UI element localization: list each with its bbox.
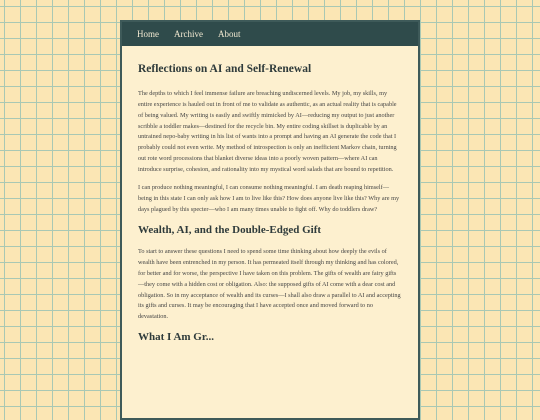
blog-page bbox=[120, 20, 420, 420]
section-heading: Wealth, AI, and the Double-Edged Gift bbox=[138, 223, 322, 236]
article-paragraph: To start to answer these questions I need to spend some time thinking about how deeply the evils of wealth have been entrenched in my person. It has permeated itself through my thinking and has colored, for better and for worse, the perspective I have taken on this problem. The gifts of wealth are fairy gifts—they come with a hidden cost or obligation. Also: the supposed gifts of AI come with a dear cost and obligation. So in my acceptance of wealth and its curses—I shall also draw a parallel to AI and accepting its gifts and curses. It may be encouraging that I have accepted once and moved forward to no devastation. bbox=[138, 247, 401, 321]
article-content bbox=[122, 63, 418, 344]
section-heading: What I Am Gr... bbox=[138, 331, 214, 344]
article-title: Reflections on AI and Self-Renewal bbox=[138, 63, 312, 75]
nav-archive-link[interactable]: Archive bbox=[174, 29, 203, 39]
article-paragraph: The depths to which I feel immense failure are breaching undiscerned levels. My job, my skills, my entire experience is hauled out in front of me to validate as authentic, as an actual reality that is capable of being valued. My writing is easily and swiftly mimicked by AI—reducing my output to just another scribble a toddler makes—destined for the recycle bin. My entire coding skillset is duplicable by an untrained nepo-baby writing in his list of wants into a prompt and having an AI generate the code that I probably could not even write. My method of introspection is only an inefficient Markov chain, turning out rote word processions that blanket diverse ideas into a poorly woven pattern—where AI can introduce surprise, cohesion, and rationality into my mystical word salads that are bound to repetition. bbox=[138, 89, 397, 174]
nav-about-link[interactable]: About bbox=[218, 29, 241, 39]
article-paragraph: I can produce nothing meaningful, I can consume nothing meaningful. I am death reaping himself—being in this state I can only ask how I am to live like this? How does anyone live like this? Why are my days plagued by this specter—who I am many times unable to fight off. Why do toddlers draw? bbox=[138, 184, 400, 213]
top-nav bbox=[122, 22, 418, 46]
nav-home-link[interactable]: Home bbox=[137, 29, 159, 39]
